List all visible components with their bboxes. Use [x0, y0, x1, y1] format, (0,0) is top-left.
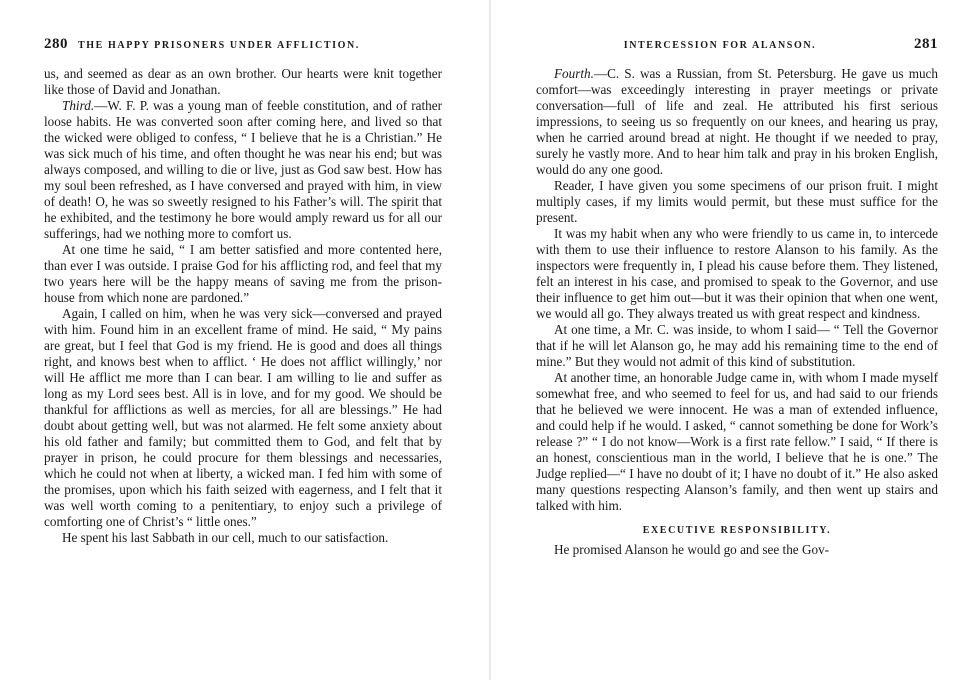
left-running-head — [44, 36, 442, 58]
paragraph: He promised Alanson he would go and see the Gov- — [554, 542, 830, 557]
paragraph: Third.—W. F. P. was a young man of feeble constitution, and of rather loose habits. He was converted soon after coming here, and lived so that the wicked were obliged to confess, “ I believe that he is a Christian.” He was sick much of his time, and often thought he was near his end; but was always composed, and willing to die or live, just as God saw best. How has my soul been refreshed, as I have conversed and prayed with him, in view of death! O, he was so sweetly resigned to his Father’s will. The spirit that he exhibited, and the testimony he bore would amply reward us for all our sufferings, had we nothing more to comfort us. — [44, 98, 442, 241]
right-running-head — [536, 36, 938, 58]
paragraph: Fourth.—C. S. was a Russian, from St. Petersburg. He gave us much comfort—was exceedingly interesting in prayer meetings or private conversation—full of life and zeal. He attributed his first serious impressions, to seeing us so frequently on our knees, and hearing us pray, when he carried around bread at night. He thought if we needed to pray, surely he vastly more. And to hear him talk and pray in his broken English, would do any one good. — [536, 66, 938, 177]
paragraph-label: Fourth. — [554, 66, 594, 81]
left-page-number: 280 — [44, 36, 68, 52]
right-body-text — [536, 66, 938, 558]
right-page-number: 281 — [914, 36, 938, 52]
paragraph: It was my habit when any who were friendly to us came in, to intercede with them to use their influence to restore Alanson to his family. As the inspectors were frequently in, I plead his cause before them. They listened, felt an interest in his case, and promised to speak to the Governor, and use their influence to get him out—but it was their opinion that when one went, we would all go. They always treated us with great respect and kindness. — [536, 226, 938, 321]
left-running-head-title: THE HAPPY PRISONERS UNDER AFFLICTION. — [78, 40, 360, 51]
right-running-head-title: INTERCESSION FOR ALANSON. — [623, 40, 817, 51]
paragraph-label: Third. — [62, 98, 95, 113]
paragraph: He spent his last Sabbath in our cell, much to our satisfaction. — [62, 530, 389, 545]
paragraph: At one time he said, “ I am better satisfied and more contented here, than ever I was outside. I praise God for his afflicting rod, and feel that my two years here will be the happy means of saving me from the prison-house from which none are pardoned.” — [44, 242, 442, 305]
paragraph: At another time, an honorable Judge came in, with whom I made myself somewhat free, and who seemed to feel for us, and had said to our friends that he believed we were innocent. He was a man of extended influence, and could help if he would. I asked, “ cannot something be done for Work’s release ?” “ I do not know—Work is a first rate fellow.” I said, “ If there is an honest, conscientious man in the world, I believe that he is one.” The Judge replied—“ I have no doubt of it; I have no doubt of it.” He also asked many questions respecting Alanson’s family, and then went up stairs and talked with him. — [536, 370, 938, 513]
left-body-text — [44, 66, 442, 546]
paragraph: us, and seemed as dear as an own brother. Our hearts were knit together like those of David and Jonathan. — [44, 66, 442, 97]
section-heading: EXECUTIVE RESPONSIBILITY. — [642, 525, 832, 536]
paragraph: Again, I called on him, when he was very sick—conversed and prayed with him. Found him in an excellent frame of mind. He said, “ My pains are great, but I feel that God is my friend. He is good and does all things right, and knows best when to afflict. ‘ He does not afflict willingly,’ nor will He afflict me more than I can bear. I am willing to lie and suffer as long as my Lord sees best. All is in love, and for my good. We should be thankful for afflictions as well as mercies, for all are blessings.” He had doubt about getting well, but was not alarmed. He felt some anxiety about his old father and family; but committed them to God, and felt that by prayer in prison, he could procure for them blessings and necessaries, which he could not when at liberty, a wicked man. I fed him with some of the promises, upon which his faith seized with eagerness, and I felt that it was well worth coming to a penitentiary, to enjoy such a privilege of comforting one of Christ’s “ little ones.” — [44, 306, 442, 529]
paragraph: Reader, I have given you some specimens of our prison fruit. I might multiply cases, if my limits would permit, but these must suffice for the present. — [536, 178, 938, 225]
paragraph: At one time, a Mr. C. was inside, to whom I said— “ Tell the Governor that if he will let Alanson go, he may add his remaining time to the end of mine.” But they would not admit of this kind of substitution. — [536, 322, 938, 369]
right-page — [490, 0, 980, 680]
